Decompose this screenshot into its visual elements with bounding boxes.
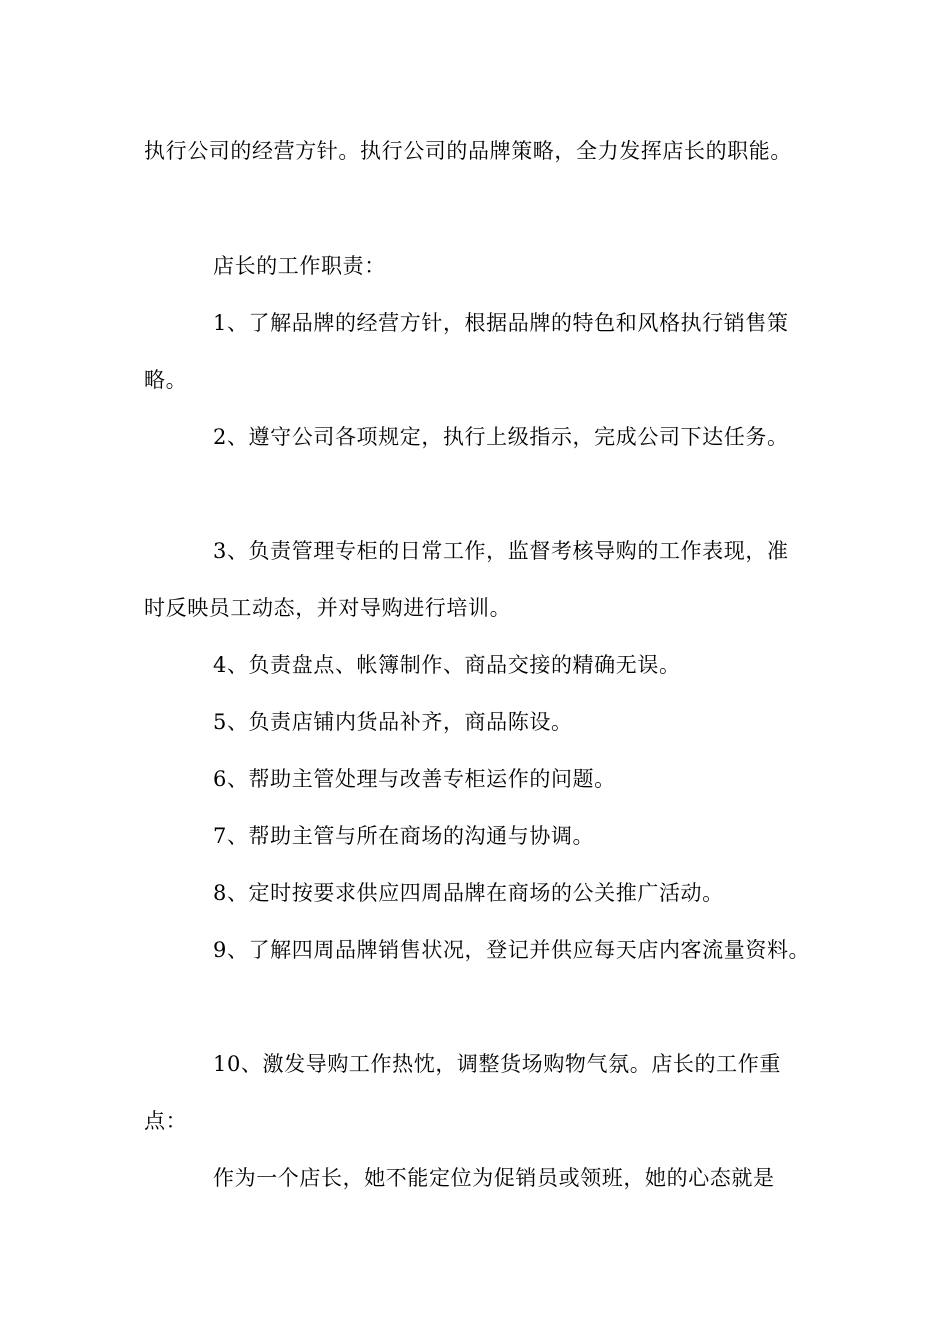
text-line-13: 9、了解四周品牌销售状况，登记并供应每天店内客流量资料。 [213,938,811,962]
text-line-4: 略。 [144,368,188,392]
text-line-11: 7、帮助主管与所在商场的沟通与协调。 [213,824,595,848]
text-line-2: 店长的工作职责： [213,254,386,278]
text-line-16: 作为一个店长，她不能定位为促销员或领班，她的心态就是 [213,1166,775,1190]
text-line-3: 1、了解品牌的经营方针，根据品牌的特色和风格执行销售策 [213,311,789,335]
text-line-10: 6、帮助主管处理与改善专柜运作的问题。 [213,767,616,791]
text-line-5: 2、遵守公司各项规定，执行上级指示，完成公司下达任务。 [213,425,789,449]
text-line-7: 时反映员工动态，并对导购进行培训。 [144,596,512,620]
text-line-9: 5、负责店铺内货品补齐，商品陈设。 [213,710,573,734]
text-line-8: 4、负责盘点、帐簿制作、商品交接的精确无误。 [213,653,681,677]
text-line-15: 点： [144,1109,188,1133]
text-line-6: 3、负责管理专柜的日常工作，监督考核导购的工作表现，准 [213,539,789,563]
text-line-1: 执行公司的经营方针。执行公司的品牌策略，全力发挥店长的职能。 [144,139,792,163]
text-line-14: 10、激发导购工作热忱，调整货场购物气氛。店长的工作重 [213,1052,781,1076]
text-line-12: 8、定时按要求供应四周品牌在商场的公关推广活动。 [213,881,724,905]
